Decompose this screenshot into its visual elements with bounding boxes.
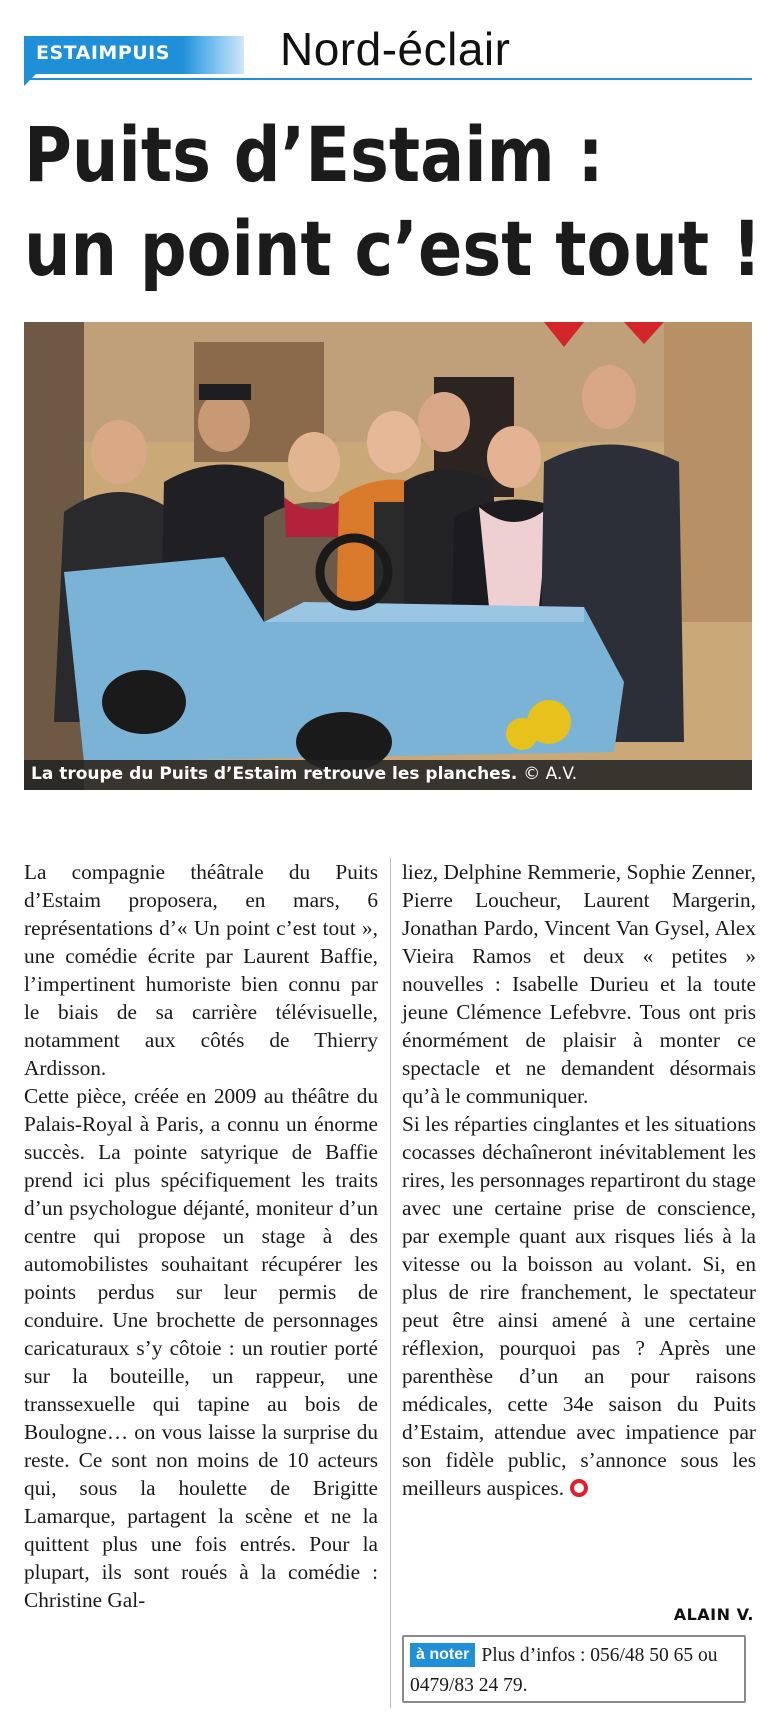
headline-line-2: un point c’est tout ! [24,204,762,293]
section-rubric [24,36,244,74]
note-text: Plus d’infos : 056/48 50 65 ou 0479/83 24 79. [410,1645,718,1696]
photo-credit: © A.V. [523,764,578,784]
paragraph: La compagnie théâtrale du Puits d’Estaim proposera, en mars, 6 représentations d’« Un point c’est tout », une comédie écrite par Laurent Baffie, l’impertinent humoriste bien connu par le biais de sa carrière télévisuelle, notamment aux côtés de Thierry Ardisson. [24,860,378,1080]
paragraph: Cette pièce, créée en 2009 au théâtre du Palais-Royal à Paris, a connu un énorme succès. La pointe satyrique de Baffie prend ici plus spécifiquement les traits d’un psychologue déjanté, moniteur d’un centre qui propose un stage à des automobilistes souhaitant récupérer les points perdus sur leur permis de conduire. Une brochette de personnages caricaturaux s’y côtoie : un routier porté sur la bouteille, un rappeur, une transsexuelle qui tapine au bois de Boulogne… on vous laisse la surprise du reste. Ce sont non moins de 10 acteurs qui, sous la houlette de Brigitte Lamarque, partagent la scène et ne la quittent plus une fois entrés. Pour la plupart, ils sont roués à la comédie : Christine Gal- [24,1084,378,1612]
paragraph-text: Si les réparties cinglantes et les situations cocasses déchaîneront inévitablement les rires, les personnages repartiront du stage avec une certaine prise de conscience, par exemple quant aux risques liés à la vitesse ou la boisson au volant. Si, en plus de rire franchement, le spectateur peut être ainsi amené à une certaine réflexion, pourquoi pas ? Après une parenthèse d’un an pour raisons médicales, cette 34e saison du Puits d’Estaim, attendue avec impatience par son fidèle public, s’annonce sous les meilleurs auspices. [402,1112,756,1500]
masthead-rule [24,78,752,80]
troupe-photo-illustration [24,322,752,790]
byline: ALAIN V. [673,1605,754,1624]
column-divider [390,858,391,1708]
caption-text: La troupe du Puits d’Estaim retrouve les planches. [31,764,518,784]
caption-bar [24,760,752,790]
note-box [402,1635,746,1703]
paragraph: liez, Delphine Remmerie, Sophie Zenner, Pierre Loucheur, Laurent Margerin, Jonathan Pardo, Vincent Van Gysel, Alex Vieira Ramos et deux « petites » nouvelles : Isabelle Durieu et la toute jeune Clémence Lefebvre. Tous ont pris énormément de plaisir à monter ce spectacle et ne demandent désormais qu’à le communiquer. [402,860,756,1108]
rubric-tail [24,74,36,86]
paragraph-final [402,1110,756,1502]
note-tag: à noter [410,1643,475,1667]
article-photo [24,322,752,790]
photo-caption [31,764,577,784]
end-mark-icon [570,1479,588,1497]
section-label: ESTAIMPUIS [36,42,170,64]
headline [24,108,762,296]
newspaper-masthead: Nord-éclair [280,23,511,75]
headline-line-1: Puits d’Estaim : [24,110,604,199]
article-column-left [24,858,378,1614]
article-column-right [402,858,756,1502]
